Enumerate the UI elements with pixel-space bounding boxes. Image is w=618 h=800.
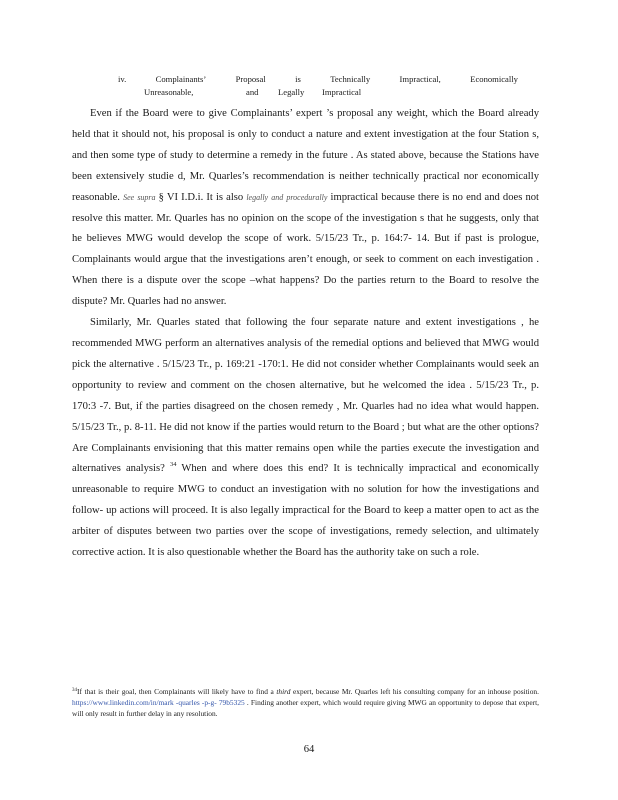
footnote-text: . Finding another expert, which would require giving MWG an opportunity to depose that expert, will only result in further delay in any resolution. <box>72 698 540 719</box>
heading-word: Impractical <box>322 87 362 97</box>
page-number: 64 <box>303 744 315 755</box>
heading-word: Complainants’ <box>155 74 207 84</box>
heading-numeral: iv. <box>118 74 127 84</box>
paragraph <box>72 104 539 313</box>
footnote-text: If that is their goal, then Complainants will likely have to find a <box>77 687 274 696</box>
paragraph-text: Even if the Board were to give Complainants’ expert ’s proposal any weight, which the Board already held that it should not, his proposal is only to conduct a nature and extent investigation at the four Station s, and then some type of study to determine a remedy in the future . As stated above, because the Stations have been extensively studie d, Mr. Quarles’s recommendation is neither technically practical nor economically reasonable. <box>72 108 539 203</box>
heading-word: is <box>295 74 301 84</box>
paragraph <box>72 313 539 564</box>
heading-word: and <box>246 87 259 97</box>
emphasis-text: legally <box>246 192 269 202</box>
section-heading <box>118 73 518 99</box>
heading-word: Legally <box>278 87 305 97</box>
paragraph-text: impractical because there is no end and does not resolve this matter. Mr. Quarles has no opinion on the scope of the investigation s that he suggests, only that he believes MWG would develop the scope of work. 5/15/23 Tr., p. 164:7- 14. But if past is prologue, Complainants would argue that the investigations aren’t enough, or seek to comment on each investigation . When there is a dispute over the scope –what happens? Do the parties return to the Board to resolve the dispute? Mr. Quarles had no answer. <box>72 191 539 308</box>
paragraph-text: Similarly, Mr. Quarles stated that following the four separate nature and extent investigations , he recommended MWG perform an alternatives analysis of the remedial options and believed that MWG would pick the alternative . 5/15/23 Tr., p. 169:21 -170:1. He did not consider whether Complainants would seek an opportunity to review and comment on the chosen alternative, but he welcomed the idea . 5/15/23 Tr., p. 170:3 -7. But, if the parties disagreed on the chosen remedy , Mr. Quarles had no idea what would happen. 5/15/23 Tr., p. 8-11. He did not know if the parties would return to the Board ; but what are the other options? Are Complainants envisioning that this matter remains open while the parties execute the investigation and alternatives analysis? <box>72 317 539 475</box>
citation-signal: supra <box>137 192 156 202</box>
paragraph-text: § VI I.D.i. It is also <box>158 191 244 203</box>
heading-word: Impractical, <box>399 74 441 84</box>
footnote-reference[interactable]: 34 <box>169 461 177 469</box>
footnote <box>72 686 539 720</box>
heading-word: Unreasonable, <box>144 87 194 97</box>
emphasis-text: and <box>271 192 284 202</box>
heading-word: Economically <box>470 74 518 84</box>
heading-word: Technically <box>330 74 371 84</box>
section-heading-line-2 <box>118 86 518 99</box>
citation-signal: See <box>123 192 135 202</box>
body-text <box>72 104 539 564</box>
emphasis-text: third <box>276 687 291 696</box>
linkedin-link[interactable]: https://www.linkedin.com/in/mark -quarles -p-g- 79b5325 <box>72 698 245 708</box>
footnote-number: 34 <box>72 688 77 693</box>
emphasis-text: procedurally <box>286 192 328 202</box>
section-heading-line-1 <box>118 73 518 86</box>
heading-word: Proposal <box>235 74 266 84</box>
footnote-text: expert, because Mr. Quarles left his consulting company for an inhouse position. <box>293 687 539 696</box>
paragraph-text: When and where does this end? It is technically impractical and economically unreasonable to require MWG to conduct an investigation with no solution for how the investigations and follow- up actions will proceed. It is also legally impractical for the Board to keep a matter open to act as the arbiter of disputes between two parties over the scope of investigations, remedy selection, and ultimately corrective action. It is also questionable whether the Board has the authority take on such a role. <box>72 463 539 559</box>
